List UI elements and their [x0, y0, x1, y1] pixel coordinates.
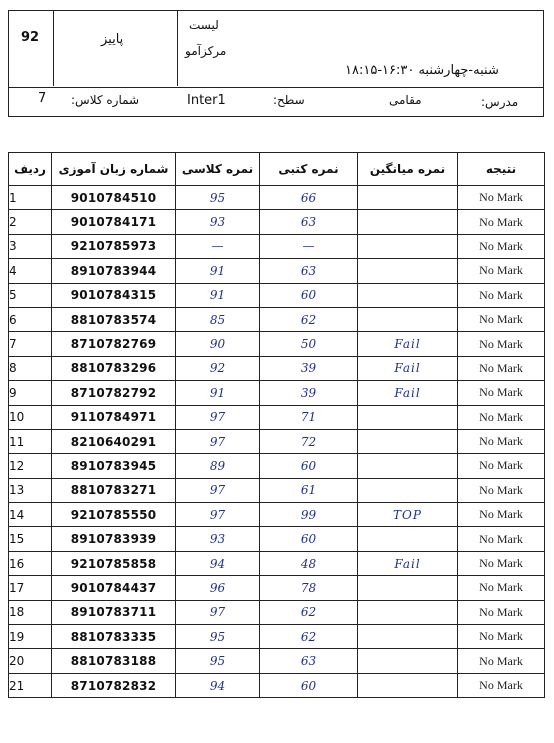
row-number-cell: 21: [9, 673, 52, 697]
row-number-cell: 1: [9, 186, 52, 210]
term-value: پاییز: [101, 32, 124, 47]
result-cell: No Mark: [458, 673, 545, 697]
average-cell: [358, 234, 458, 258]
class-score-cell: 95: [176, 625, 260, 649]
written-score-cell: 60: [260, 527, 358, 551]
written-score-cell: 63: [260, 649, 358, 673]
student-id-cell: 9010784171: [52, 210, 176, 234]
result-cell: No Mark: [458, 186, 545, 210]
result-cell: No Mark: [458, 332, 545, 356]
class-score-cell: —: [176, 234, 260, 258]
class-score-cell: 97: [176, 503, 260, 527]
list-label: لیست: [189, 18, 219, 32]
written-score-cell: 60: [260, 454, 358, 478]
written-score-cell: 66: [260, 186, 358, 210]
header-divider-horizontal: [9, 87, 543, 88]
written-score-cell: —: [260, 234, 358, 258]
table-row: [9, 429, 545, 453]
average-cell: [358, 527, 458, 551]
level-value: Inter1: [187, 93, 226, 108]
class-score-cell: 90: [176, 332, 260, 356]
col-header-result: نتیجه: [458, 153, 545, 186]
result-cell: No Mark: [458, 381, 545, 405]
row-number-cell: 9: [9, 381, 52, 405]
result-cell: No Mark: [458, 307, 545, 331]
grades-table: [8, 152, 545, 698]
row-number-cell: 6: [9, 307, 52, 331]
average-cell: Fail: [358, 551, 458, 575]
result-cell: No Mark: [458, 259, 545, 283]
col-header-class-score: نمره کلاسی: [176, 153, 260, 186]
average-cell: [358, 454, 458, 478]
table-row: [9, 576, 545, 600]
student-id-cell: 9110784971: [52, 405, 176, 429]
col-header-student-id: شماره زبان آموزی: [52, 153, 176, 186]
col-header-average: نمره میانگین: [358, 153, 458, 186]
table-row: [9, 381, 545, 405]
class-score-cell: 94: [176, 551, 260, 575]
result-cell: No Mark: [458, 429, 545, 453]
average-cell: [358, 576, 458, 600]
average-cell: [358, 259, 458, 283]
written-score-cell: 71: [260, 405, 358, 429]
written-score-cell: 72: [260, 429, 358, 453]
average-cell: Fail: [358, 332, 458, 356]
class-score-cell: 97: [176, 478, 260, 502]
written-score-cell: 63: [260, 210, 358, 234]
col-header-written-score: نمره کتبی: [260, 153, 358, 186]
class-score-cell: 97: [176, 405, 260, 429]
written-score-cell: 48: [260, 551, 358, 575]
student-id-cell: 8810783271: [52, 478, 176, 502]
teacher-name: مقامی: [389, 93, 422, 107]
average-cell: [358, 600, 458, 624]
average-cell: [358, 625, 458, 649]
student-id-cell: 8910783939: [52, 527, 176, 551]
result-cell: No Mark: [458, 283, 545, 307]
student-id-cell: 9210785973: [52, 234, 176, 258]
class-score-cell: 94: [176, 673, 260, 697]
written-score-cell: 50: [260, 332, 358, 356]
row-number-cell: 3: [9, 234, 52, 258]
average-cell: [358, 283, 458, 307]
class-score-cell: 95: [176, 649, 260, 673]
student-id-cell: 8710782792: [52, 381, 176, 405]
average-cell: [358, 478, 458, 502]
col-header-row-number: ردیف: [9, 153, 52, 186]
teacher-label: مدرس:: [481, 95, 519, 109]
class-score-cell: 93: [176, 527, 260, 551]
written-score-cell: 62: [260, 307, 358, 331]
table-row: [9, 503, 545, 527]
row-number-cell: 7: [9, 332, 52, 356]
row-number-cell: 11: [9, 429, 52, 453]
student-id-cell: 8910783945: [52, 454, 176, 478]
class-score-cell: 85: [176, 307, 260, 331]
row-number-cell: 2: [9, 210, 52, 234]
table-row: [9, 600, 545, 624]
table-row: [9, 527, 545, 551]
student-id-cell: 8910783944: [52, 259, 176, 283]
student-id-cell: 9010784437: [52, 576, 176, 600]
table-row: [9, 332, 545, 356]
result-cell: No Mark: [458, 210, 545, 234]
student-id-cell: 9210785550: [52, 503, 176, 527]
row-number-cell: 5: [9, 283, 52, 307]
class-score-cell: 93: [176, 210, 260, 234]
result-cell: No Mark: [458, 576, 545, 600]
result-cell: No Mark: [458, 625, 545, 649]
written-score-cell: 63: [260, 259, 358, 283]
class-score-cell: 97: [176, 600, 260, 624]
table-row: [9, 259, 545, 283]
result-cell: No Mark: [458, 551, 545, 575]
table-row: [9, 454, 545, 478]
student-id-cell: 9210785858: [52, 551, 176, 575]
result-cell: No Mark: [458, 527, 545, 551]
row-number-cell: 15: [9, 527, 52, 551]
table-row: [9, 210, 545, 234]
student-id-cell: 8810783574: [52, 307, 176, 331]
table-row: [9, 478, 545, 502]
row-number-cell: 13: [9, 478, 52, 502]
code-value: 92: [21, 30, 40, 45]
row-number-cell: 8: [9, 356, 52, 380]
class-score-cell: 95: [176, 186, 260, 210]
class-number-value: 7: [38, 91, 47, 106]
student-id-cell: 9010784510: [52, 186, 176, 210]
result-cell: No Mark: [458, 649, 545, 673]
written-score-cell: 99: [260, 503, 358, 527]
header-box: [8, 10, 544, 117]
average-cell: [358, 186, 458, 210]
class-score-cell: 91: [176, 381, 260, 405]
average-cell: [358, 673, 458, 697]
written-score-cell: 60: [260, 283, 358, 307]
class-score-cell: 92: [176, 356, 260, 380]
written-score-cell: 61: [260, 478, 358, 502]
average-cell: TOP: [358, 503, 458, 527]
written-score-cell: 39: [260, 381, 358, 405]
average-cell: [358, 307, 458, 331]
written-score-cell: 62: [260, 600, 358, 624]
result-cell: No Mark: [458, 405, 545, 429]
table-row: [9, 356, 545, 380]
table-row: [9, 649, 545, 673]
class-score-cell: 96: [176, 576, 260, 600]
student-id-cell: 8210640291: [52, 429, 176, 453]
result-cell: No Mark: [458, 454, 545, 478]
result-cell: No Mark: [458, 234, 545, 258]
schedule-value: شنبه-چهارشنبه ۱۶:۳۰-۱۸:۱۵: [345, 63, 499, 78]
student-id-cell: 8810783335: [52, 625, 176, 649]
center-value: مرکزآمو: [185, 44, 227, 58]
average-cell: [358, 210, 458, 234]
average-cell: [358, 405, 458, 429]
table-row: [9, 551, 545, 575]
class-score-cell: 89: [176, 454, 260, 478]
class-number-label: شماره کلاس:: [71, 93, 140, 107]
row-number-cell: 19: [9, 625, 52, 649]
average-cell: Fail: [358, 356, 458, 380]
table-row: [9, 234, 545, 258]
class-score-cell: 97: [176, 429, 260, 453]
average-cell: Fail: [358, 381, 458, 405]
header-divider-left: [53, 11, 54, 86]
class-score-cell: 91: [176, 259, 260, 283]
table-row: [9, 405, 545, 429]
written-score-cell: 60: [260, 673, 358, 697]
table-row: [9, 625, 545, 649]
table-row: [9, 283, 545, 307]
student-id-cell: 8710782769: [52, 332, 176, 356]
result-cell: No Mark: [458, 600, 545, 624]
student-id-cell: 9010784315: [52, 283, 176, 307]
level-label: سطح:: [273, 93, 305, 107]
result-cell: No Mark: [458, 478, 545, 502]
row-number-cell: 12: [9, 454, 52, 478]
row-number-cell: 14: [9, 503, 52, 527]
student-id-cell: 8810783188: [52, 649, 176, 673]
average-cell: [358, 649, 458, 673]
written-score-cell: 39: [260, 356, 358, 380]
written-score-cell: 62: [260, 625, 358, 649]
header-divider-mid: [177, 11, 178, 86]
table-header-row: [9, 153, 545, 186]
table-row: [9, 673, 545, 697]
student-id-cell: 8710782832: [52, 673, 176, 697]
result-cell: No Mark: [458, 356, 545, 380]
average-cell: [358, 429, 458, 453]
table-row: [9, 307, 545, 331]
result-cell: No Mark: [458, 503, 545, 527]
row-number-cell: 18: [9, 600, 52, 624]
row-number-cell: 16: [9, 551, 52, 575]
class-score-cell: 91: [176, 283, 260, 307]
row-number-cell: 10: [9, 405, 52, 429]
student-id-cell: 8910783711: [52, 600, 176, 624]
row-number-cell: 20: [9, 649, 52, 673]
student-id-cell: 8810783296: [52, 356, 176, 380]
table-row: [9, 186, 545, 210]
row-number-cell: 4: [9, 259, 52, 283]
written-score-cell: 78: [260, 576, 358, 600]
row-number-cell: 17: [9, 576, 52, 600]
